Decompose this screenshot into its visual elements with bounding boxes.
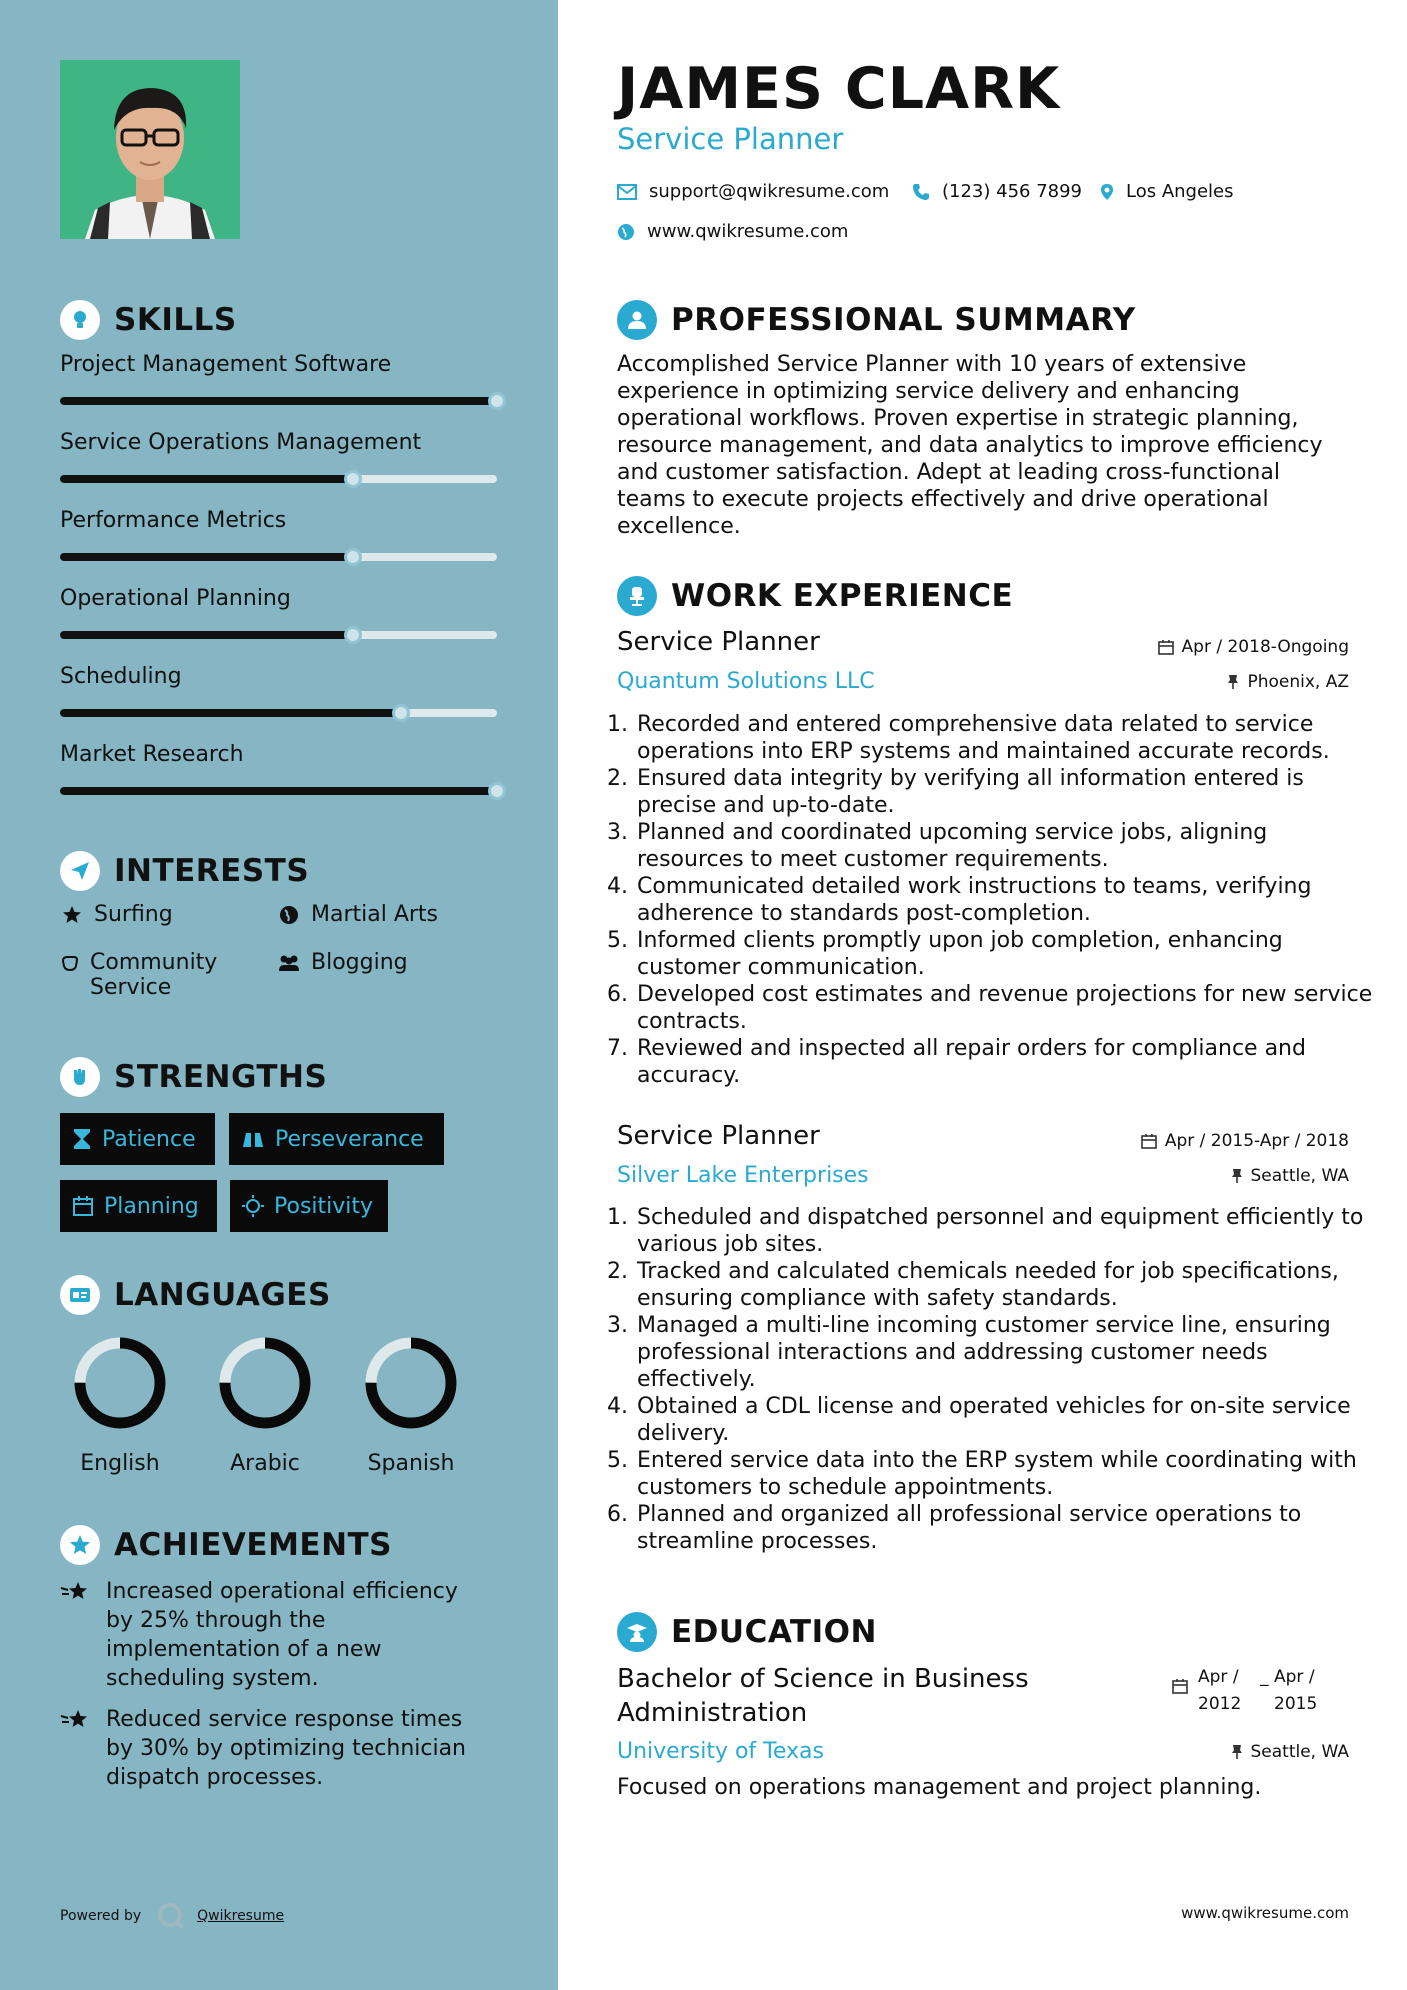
language-item: [205, 1333, 325, 1476]
language-item: [351, 1333, 471, 1476]
job-company: Silver Lake Enterprises: [617, 1163, 869, 1188]
qwikresume-link[interactable]: Qwikresume: [197, 1908, 285, 1924]
language-donut: [361, 1333, 461, 1433]
language-label: Spanish: [367, 1451, 455, 1476]
job-title: Service Planner: [617, 1121, 820, 1151]
list-item: 2. Tracked and calculated chemicals needed for job specifications, ensuring compliance with safety standards.: [635, 1258, 1375, 1312]
strength-badge: Planning: [60, 1180, 217, 1232]
list-item: 4. Communicated detailed work instructions to teams, verifying adherence to standards post-completion.: [635, 873, 1375, 927]
skill-level-fill: [60, 709, 401, 717]
list-item: 1. Recorded and entered comprehensive data related to service operations into ERP systems and maintained accurate records.: [635, 711, 1375, 765]
lightbulb-icon: [60, 300, 100, 340]
skill-level-fill: [60, 475, 353, 483]
strength-badge: Patience: [60, 1113, 215, 1165]
summary-text: Accomplished Service Planner with 10 years of extensive experience in optimizing service delivery and enhancing operational workflows. Proven expertise in strategic planning, resource management, and data analytics to improve efficiency and customer satisfaction. Adept at leading cross-functional teams to execute projects effectively and drive operational excellence.: [617, 352, 1323, 539]
envelope-icon: [617, 184, 637, 200]
strength-badge: Positivity: [230, 1180, 388, 1232]
language-label: English: [80, 1451, 160, 1476]
achievement-item: Reduced service response times by 30% by optimizing technician dispatch processes.: [60, 1705, 480, 1792]
star-icon: [60, 902, 84, 925]
skill-level-knob: [344, 626, 362, 644]
list-item: 3. Managed a multi-line incoming customer service line, ensuring professional interactions and addressing customer needs effectively.: [635, 1312, 1375, 1393]
list-item: 2. Ensured data integrity by verifying all information entered is precise and up-to-date.: [635, 765, 1375, 819]
skill-label: Operational Planning: [60, 586, 291, 611]
footer-website[interactable]: www.qwikresume.com: [1181, 1904, 1349, 1922]
skill-level-fill: [60, 397, 497, 405]
calendar-icon: [72, 1195, 94, 1217]
job-location: Phoenix, AZ: [1227, 672, 1349, 692]
skill-level-fill: [60, 553, 353, 561]
job-bullets: [617, 711, 1375, 1089]
skill-level-knob: [344, 548, 362, 566]
pushpin-icon: [1231, 1168, 1243, 1184]
qwikresume-logo-icon: [157, 1902, 185, 1930]
id-card-icon: [60, 1275, 100, 1315]
education-title: EDUCATION: [671, 1614, 877, 1650]
job-dates: Apr / 2015-Apr / 2018: [1141, 1131, 1349, 1151]
shooting-star-icon: [60, 1705, 94, 1792]
graduate-icon: [617, 1612, 657, 1652]
experience-heading: [617, 576, 1013, 616]
candidate-role: Service Planner: [617, 122, 844, 156]
interest-item: Surfing: [60, 902, 173, 927]
skill-level-bar: [60, 709, 497, 717]
language-label: Arabic: [230, 1451, 300, 1476]
profile-photo: [60, 60, 240, 239]
skill-label: Service Operations Management: [60, 430, 422, 455]
interest-item: Blogging: [277, 950, 408, 975]
education-end: Apr / 2015: [1274, 1667, 1318, 1714]
list-item: 5. Entered service data into the ERP system while coordinating with customers to schedule appointments.: [635, 1447, 1375, 1501]
summary-heading: [617, 300, 1136, 340]
skill-level-knob: [488, 392, 506, 410]
language-donut: [215, 1333, 315, 1433]
skill-level-bar: [60, 475, 497, 483]
skill-level-knob: [344, 470, 362, 488]
contact-phone[interactable]: (123) 456 7899: [912, 181, 1082, 202]
skill-label: Market Research: [60, 742, 244, 767]
interest-item: Martial Arts: [277, 902, 438, 927]
list-item: 1. Scheduled and dispatched personnel and equipment efficiently to various job sites.: [635, 1204, 1375, 1258]
phone-icon: [912, 183, 930, 201]
interests-title: INTERESTS: [114, 853, 310, 889]
candidate-name: JAMES CLARK: [617, 56, 1061, 122]
globe-icon: [277, 902, 301, 925]
skill-level-knob: [488, 782, 506, 800]
education-degree: Bachelor of Science in Business Administration: [617, 1664, 1029, 1728]
skills-heading: [60, 300, 237, 340]
education-heading: [617, 1612, 877, 1652]
binoculars-icon: [241, 1129, 265, 1149]
star-badge-icon: [60, 1525, 100, 1565]
job-company: Quantum Solutions LLC: [617, 669, 875, 694]
strengths-title: STRENGTHS: [114, 1059, 328, 1095]
skill-label: Scheduling: [60, 664, 182, 689]
strengths-heading: [60, 1057, 327, 1097]
skill-level-knob: [392, 704, 410, 722]
job-dates: Apr / 2018-Ongoing: [1158, 637, 1349, 657]
sun-icon: [242, 1195, 264, 1217]
user-icon: [617, 300, 657, 340]
chair-icon: [617, 576, 657, 616]
skill-level-bar: [60, 553, 497, 561]
calendar-icon: [1141, 1133, 1157, 1149]
education-dates: Apr / 2012 _ Apr / 2015: [1172, 1664, 1336, 1718]
fist-icon: [60, 1057, 100, 1097]
shooting-star-icon: [60, 1577, 94, 1693]
education-start: Apr / 2012: [1198, 1667, 1242, 1714]
summary-title: PROFESSIONAL SUMMARY: [671, 302, 1136, 338]
sidebar: [0, 0, 558, 1990]
hourglass-icon: [72, 1128, 92, 1150]
map-pin-icon: [1100, 183, 1114, 201]
skill-label: Performance Metrics: [60, 508, 287, 533]
contact-location: Los Angeles: [1100, 181, 1234, 202]
calendar-icon: [1158, 639, 1174, 655]
pushpin-icon: [1227, 674, 1239, 690]
interests-heading: [60, 851, 309, 891]
powered-by: Powered by Qwikresume: [60, 1902, 284, 1930]
list-item: 5. Informed clients promptly upon job completion, enhancing customer communication.: [635, 927, 1375, 981]
education-description: Focused on operations management and project planning.: [617, 1775, 1262, 1800]
achievements-heading: [60, 1525, 392, 1565]
achievements-title: ACHIEVEMENTS: [114, 1527, 393, 1563]
languages-title: LANGUAGES: [114, 1277, 331, 1313]
paper-plane-icon: [60, 851, 100, 891]
achievement-item: Increased operational efficiency by 25% through the implementation of a new scheduling system.: [60, 1577, 480, 1693]
skill-level-bar: [60, 787, 497, 795]
experience-title: WORK EXPERIENCE: [671, 578, 1014, 614]
contact-website[interactable]: www.qwikresume.com: [617, 221, 848, 242]
languages-heading: [60, 1275, 331, 1315]
users-icon: [277, 950, 301, 973]
job-location: Seattle, WA: [1231, 1166, 1350, 1186]
pushpin-icon: [1231, 1744, 1243, 1760]
language-item: [60, 1333, 180, 1476]
list-item: 6. Planned and organized all professional service operations to streamline processes.: [635, 1501, 1375, 1555]
strength-badge: Perseverance: [229, 1113, 444, 1165]
skill-level-bar: [60, 397, 497, 405]
interest-item: Community Service: [60, 950, 260, 1000]
list-item: 4. Obtained a CDL license and operated vehicles for on-site service delivery.: [635, 1393, 1375, 1447]
hand-icon: [60, 950, 80, 973]
skills-title: SKILLS: [114, 302, 237, 338]
skill-level-fill: [60, 631, 353, 639]
globe-icon: [617, 223, 635, 241]
contact-email[interactable]: support@qwikresume.com: [617, 181, 889, 202]
skill-label: Project Management Software: [60, 352, 392, 377]
language-donut: [70, 1333, 170, 1433]
job-bullets: [617, 1204, 1375, 1555]
list-item: 6. Developed cost estimates and revenue projections for new service contracts.: [635, 981, 1375, 1035]
education-location: Seattle, WA: [1231, 1742, 1350, 1762]
skill-level-fill: [60, 787, 497, 795]
education-school: University of Texas: [617, 1739, 824, 1764]
list-item: 7. Reviewed and inspected all repair orders for compliance and accuracy.: [635, 1035, 1375, 1089]
skill-level-bar: [60, 631, 497, 639]
list-item: 3. Planned and coordinated upcoming service jobs, aligning resources to meet customer requirements.: [635, 819, 1375, 873]
job-title: Service Planner: [617, 627, 820, 657]
calendar-icon: [1172, 1664, 1188, 1718]
